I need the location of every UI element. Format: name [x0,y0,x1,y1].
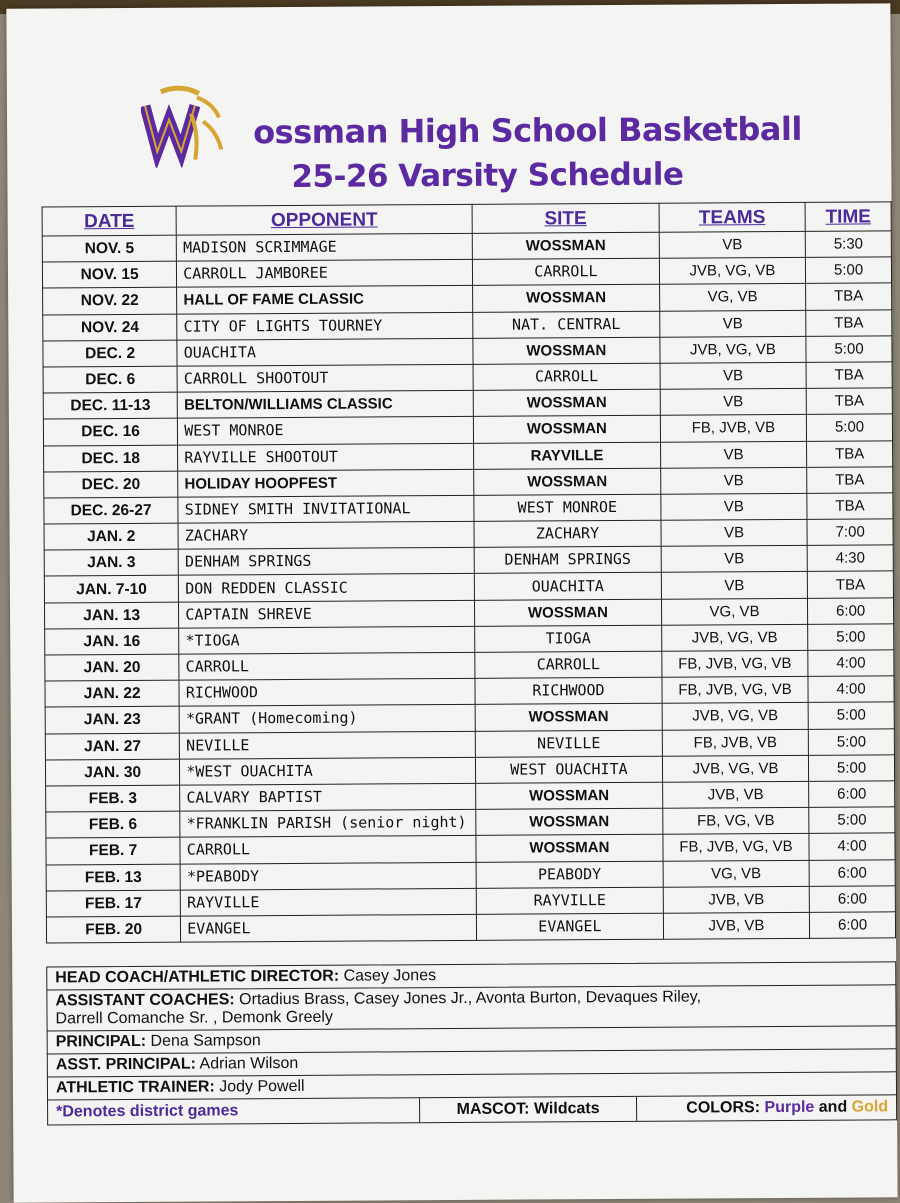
game-teams: FB, JVB, VB [662,729,809,756]
game-site: ZACHARY [474,520,661,547]
game-date: FEB. 7 [46,837,180,864]
game-teams: VB [660,310,807,337]
game-opponent: EVANGEL [181,914,477,942]
game-teams: JVB, VB [663,912,810,939]
game-opponent: *PEABODY [180,862,476,890]
game-time: 5:00 [806,257,892,284]
mascot-label: MASCOT: [456,1100,530,1118]
schedule-footer [46,961,897,1125]
game-site: WOSSMAN [476,808,663,835]
game-teams: JVB, VG, VB [662,755,809,782]
asst-principal-name: Adrian Wilson [199,1054,299,1073]
game-site: WOSSMAN [473,337,660,364]
principal-name: Dena Sampson [150,1032,261,1050]
game-opponent: *WEST OUACHITA [180,757,476,785]
game-site: OUACHITA [474,573,661,600]
game-date: FEB. 13 [46,864,180,891]
assistant-coaches-row [46,985,896,1031]
game-teams: VB [661,546,808,573]
game-time: TBA [807,493,893,520]
colors-and: and [818,1098,848,1116]
game-time: 4:00 [808,676,894,703]
column-header-opponent: OPPONENT [176,204,472,235]
game-time: TBA [807,466,893,493]
game-date: JAN. 20 [45,654,179,681]
game-site: EVANGEL [476,913,663,940]
game-opponent: WEST MONROE [178,417,474,445]
game-date: JAN. 7-10 [44,576,178,603]
game-site: RAYVILLE [476,887,663,914]
game-date: JAN. 27 [45,733,179,760]
game-teams: VB [661,519,808,546]
game-teams: JVB, VG, VB [662,703,809,730]
column-header-site: SITE [472,203,659,233]
game-teams: VB [660,388,807,415]
game-teams: VG, VB [663,860,810,887]
column-header-date: DATE [42,206,176,236]
game-opponent: CARROLL JAMBOREE [177,260,473,288]
game-date: JAN. 23 [45,707,179,734]
game-teams: VB [660,362,807,389]
game-site: CARROLL [473,363,660,390]
game-teams: VG, VB [659,284,806,311]
game-opponent: HALL OF FAME CLASSIC [177,286,473,314]
game-site: WOSSMAN [476,782,663,809]
game-site: RICHWOOD [475,677,662,704]
game-teams: JVB, VG, VB [660,336,807,363]
game-date: DEC. 26-27 [44,497,178,524]
game-site: WOSSMAN [473,389,660,416]
game-date: JAN. 3 [44,549,178,576]
schedule-paper [6,3,897,1202]
game-date: DEC. 2 [43,340,177,367]
game-time: 4:00 [809,833,895,860]
page-subtitle: 25-26 Varsity Schedule [291,156,684,195]
game-opponent: DON REDDEN CLASSIC [179,574,475,602]
game-time: 5:00 [807,414,893,441]
game-date: JAN. 16 [45,628,179,655]
game-time: 6:00 [810,912,896,939]
game-teams: VB [660,467,807,494]
game-site: WOSSMAN [473,416,660,443]
table-row [46,912,895,943]
game-time: 6:00 [809,781,895,808]
game-opponent: CAPTAIN SHREVE [179,600,475,628]
game-date: NOV. 24 [43,314,177,341]
game-teams: VB [661,572,808,599]
game-date: FEB. 17 [46,890,180,917]
game-site: RAYVILLE [474,442,661,469]
game-date: JAN. 2 [44,523,178,550]
athletic-trainer-label: ATHLETIC TRAINER: [55,1078,215,1097]
game-teams: VB [659,231,806,258]
game-teams: FB, VG, VB [663,807,810,834]
game-site: WOSSMAN [474,468,661,495]
game-time: 5:30 [805,231,891,258]
game-date: FEB. 3 [46,785,180,812]
game-time: 5:00 [809,807,895,834]
schedule-table [42,201,896,943]
game-site: WOSSMAN [476,835,663,862]
assistant-coaches-line2: Darrell Comanche Sr. , Demonk Greely [55,1008,334,1028]
game-time: 7:00 [807,519,893,546]
page-title: ossman High School Basketball [253,109,803,152]
game-time: 5:00 [808,728,894,755]
game-site: CARROLL [475,651,662,678]
game-teams: FB, JVB, VB [660,415,807,442]
game-time: 4:30 [807,545,893,572]
game-date: JAN. 22 [45,680,179,707]
game-site: WEST MONROE [474,494,661,521]
game-site: TIOGA [475,625,662,652]
game-opponent: OUACHITA [177,338,473,366]
game-teams: FB, JVB, VG, VB [662,677,809,704]
game-site: DENHAM SPRINGS [474,546,661,573]
game-time: 6:00 [809,885,895,912]
game-time: TBA [806,309,892,336]
game-site: WOSSMAN [475,704,662,731]
game-teams: VB [660,441,807,468]
color-purple: Purple [764,1098,815,1117]
game-date: DEC. 20 [44,471,178,498]
column-header-teams: TEAMS [659,202,806,232]
game-date: JAN. 13 [44,602,178,629]
game-time: TBA [806,388,892,415]
game-date: NOV. 22 [43,288,177,315]
game-opponent: RICHWOOD [179,679,475,707]
schedule-header [141,79,862,203]
game-opponent: *TIOGA [179,626,475,654]
game-opponent: RAYVILLE [181,888,477,916]
game-opponent: CITY OF LIGHTS TOURNEY [177,312,473,340]
game-date: DEC. 11-13 [43,392,177,419]
game-date: NOV. 5 [42,235,176,262]
game-opponent: BELTON/WILLIAMS CLASSIC [177,390,473,418]
game-teams: JVB, VB [662,781,809,808]
game-site: WEST OUACHITA [475,756,662,783]
game-opponent: CARROLL SHOOTOUT [177,364,473,392]
game-opponent: CARROLL [179,652,475,680]
game-teams: VB [661,493,808,520]
game-time: TBA [806,283,892,310]
game-opponent: ZACHARY [178,521,474,549]
game-date: FEB. 20 [46,916,180,943]
game-time: 6:00 [808,597,894,624]
colors-cell [637,1095,896,1121]
athletic-trainer-name: Jody Powell [219,1077,305,1096]
column-header-time: TIME [805,202,891,232]
game-opponent: *GRANT (Homecoming) [179,705,475,733]
game-date: JAN. 30 [45,759,179,786]
game-time: TBA [807,440,893,467]
game-date: DEC. 16 [43,418,177,445]
game-site: WOSSMAN [475,599,662,626]
game-date: DEC. 18 [44,445,178,472]
district-note: *Denotes district games [48,1098,420,1124]
game-teams: JVB, VG, VB [661,624,808,651]
game-teams: JVB, VG, VB [659,258,806,285]
wossman-logo [141,83,234,168]
game-opponent: RAYVILLE SHOOTOUT [178,443,474,471]
game-time: 5:00 [808,624,894,651]
asst-principal-label: ASST. PRINCIPAL: [55,1055,197,1074]
colors-label: COLORS: [686,1099,761,1117]
game-time: 5:00 [809,755,895,782]
game-teams: VG, VB [661,598,808,625]
game-opponent: CALVARY BAPTIST [180,783,476,811]
game-site: NEVILLE [475,730,662,757]
game-opponent: MADISON SCRIMMAGE [177,233,473,261]
game-time: 6:00 [809,859,895,886]
head-coach-label: HEAD COACH/ATHLETIC DIRECTOR: [55,967,340,987]
schedule-body [42,231,895,943]
mascot-cell [420,1097,637,1122]
game-opponent: SIDNEY SMITH INVITATIONAL [178,495,474,523]
game-opponent: *FRANKLIN PARISH (senior night) [180,809,476,837]
principal-label: PRINCIPAL: [55,1032,147,1051]
game-time: TBA [806,362,892,389]
game-time: TBA [807,571,893,598]
assistant-coaches-label: ASSISTANT COACHES: [55,991,235,1010]
game-time: 5:00 [806,336,892,363]
head-coach-name: Casey Jones [343,967,437,985]
game-teams: FB, JVB, VG, VB [662,650,809,677]
game-time: 5:00 [808,702,894,729]
game-opponent: NEVILLE [180,731,476,759]
game-site: NAT. CENTRAL [473,311,660,338]
game-site: WOSSMAN [473,285,660,312]
game-teams: FB, JVB, VG, VB [663,834,810,861]
mascot-name: Wildcats [533,1100,600,1118]
game-site: PEABODY [476,861,663,888]
color-gold: Gold [851,1098,889,1116]
game-opponent: HOLIDAY HOOPFEST [178,469,474,497]
game-teams: JVB, VB [663,886,810,913]
game-site: WOSSMAN [472,232,659,259]
game-site: CARROLL [472,258,659,285]
game-date: DEC. 6 [43,366,177,393]
game-date: FEB. 6 [46,811,180,838]
game-opponent: CARROLL [180,836,476,864]
game-opponent: DENHAM SPRINGS [178,548,474,576]
assistant-coaches-line1: Ortadius Brass, Casey Jones Jr., Avonta Burton, Devaques Riley, [239,988,702,1009]
game-time: 4:00 [808,650,894,677]
bottom-info-row [47,1095,897,1125]
game-date: NOV. 15 [42,261,176,288]
